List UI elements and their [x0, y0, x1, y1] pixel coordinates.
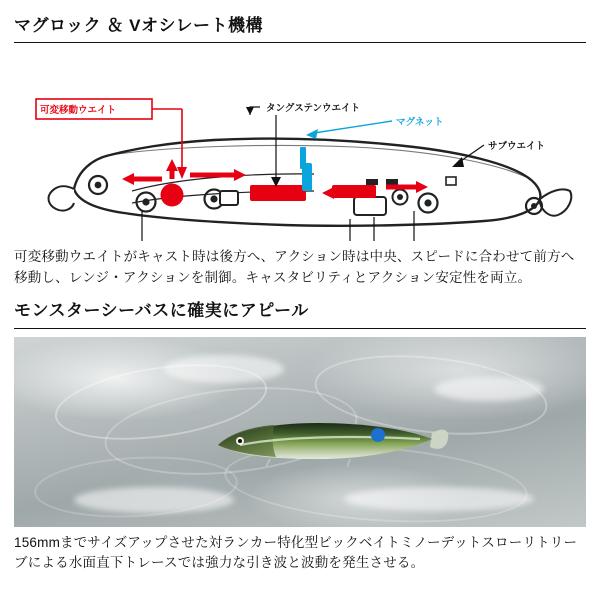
- fixed-weight-box-2: [354, 197, 386, 215]
- lure-photo-blue-dot: [371, 428, 385, 442]
- lure-tail: [540, 190, 571, 216]
- title-divider-2: [14, 328, 586, 329]
- lure-mechanism-diagram: [14, 51, 586, 241]
- leader-arrow-tungsten-left: [246, 107, 254, 115]
- tungsten-weight-bar: [250, 185, 306, 201]
- foam-3: [74, 487, 234, 513]
- lure-lip: [49, 187, 74, 211]
- section-title-appeal: モンスターシーバスに確実にアピール: [14, 301, 309, 321]
- marker-block-1: [366, 179, 378, 185]
- title-divider-1: [14, 42, 586, 43]
- lure-pupil: [95, 182, 102, 189]
- lure-photo: [14, 337, 586, 527]
- lure-photo-hook-front: [262, 459, 272, 467]
- section-title-mechanism: マグロック ＆ Vオシレート機構: [14, 16, 264, 35]
- foam-2: [434, 377, 544, 401]
- label-tungsten-weight: タングステンウエイト: [266, 103, 361, 115]
- label-sub-weight: サブウエイト: [488, 141, 546, 153]
- movable-weight-ball: [161, 184, 184, 207]
- magnet-stem: [300, 147, 306, 169]
- lure-photo-hook-rear: [344, 459, 354, 467]
- marker-block-2: [386, 179, 398, 185]
- foam-1: [164, 355, 284, 383]
- fixed-weight-box-1: [220, 191, 238, 205]
- lure-photo-pupil: [238, 439, 242, 443]
- label-magnet: マグネット: [396, 117, 444, 129]
- foam-4: [344, 487, 534, 511]
- lure-in-water: [200, 415, 450, 467]
- lure-photo-tail: [430, 429, 448, 448]
- leader-arrow-magnet: [306, 129, 318, 139]
- mechanism-body-text: 可変移動ウエイトがキャスト時は後方へ、アクション時は中央、スピードに合わせて前方へ移動し、レンジ・アクションを制御。キャスタビリティとアクション安定性を両立。: [14, 249, 575, 286]
- label-movable-weight: 可変移動ウエイト: [40, 105, 117, 117]
- leader-magnet: [314, 121, 392, 133]
- appeal-caption: 156mmまでサイズアップさせた対ランカー特化型ビックベイトミノーデットスローリトリーブによる水面直下トレースでは強力な引き波と波動を発生させる。: [14, 534, 578, 570]
